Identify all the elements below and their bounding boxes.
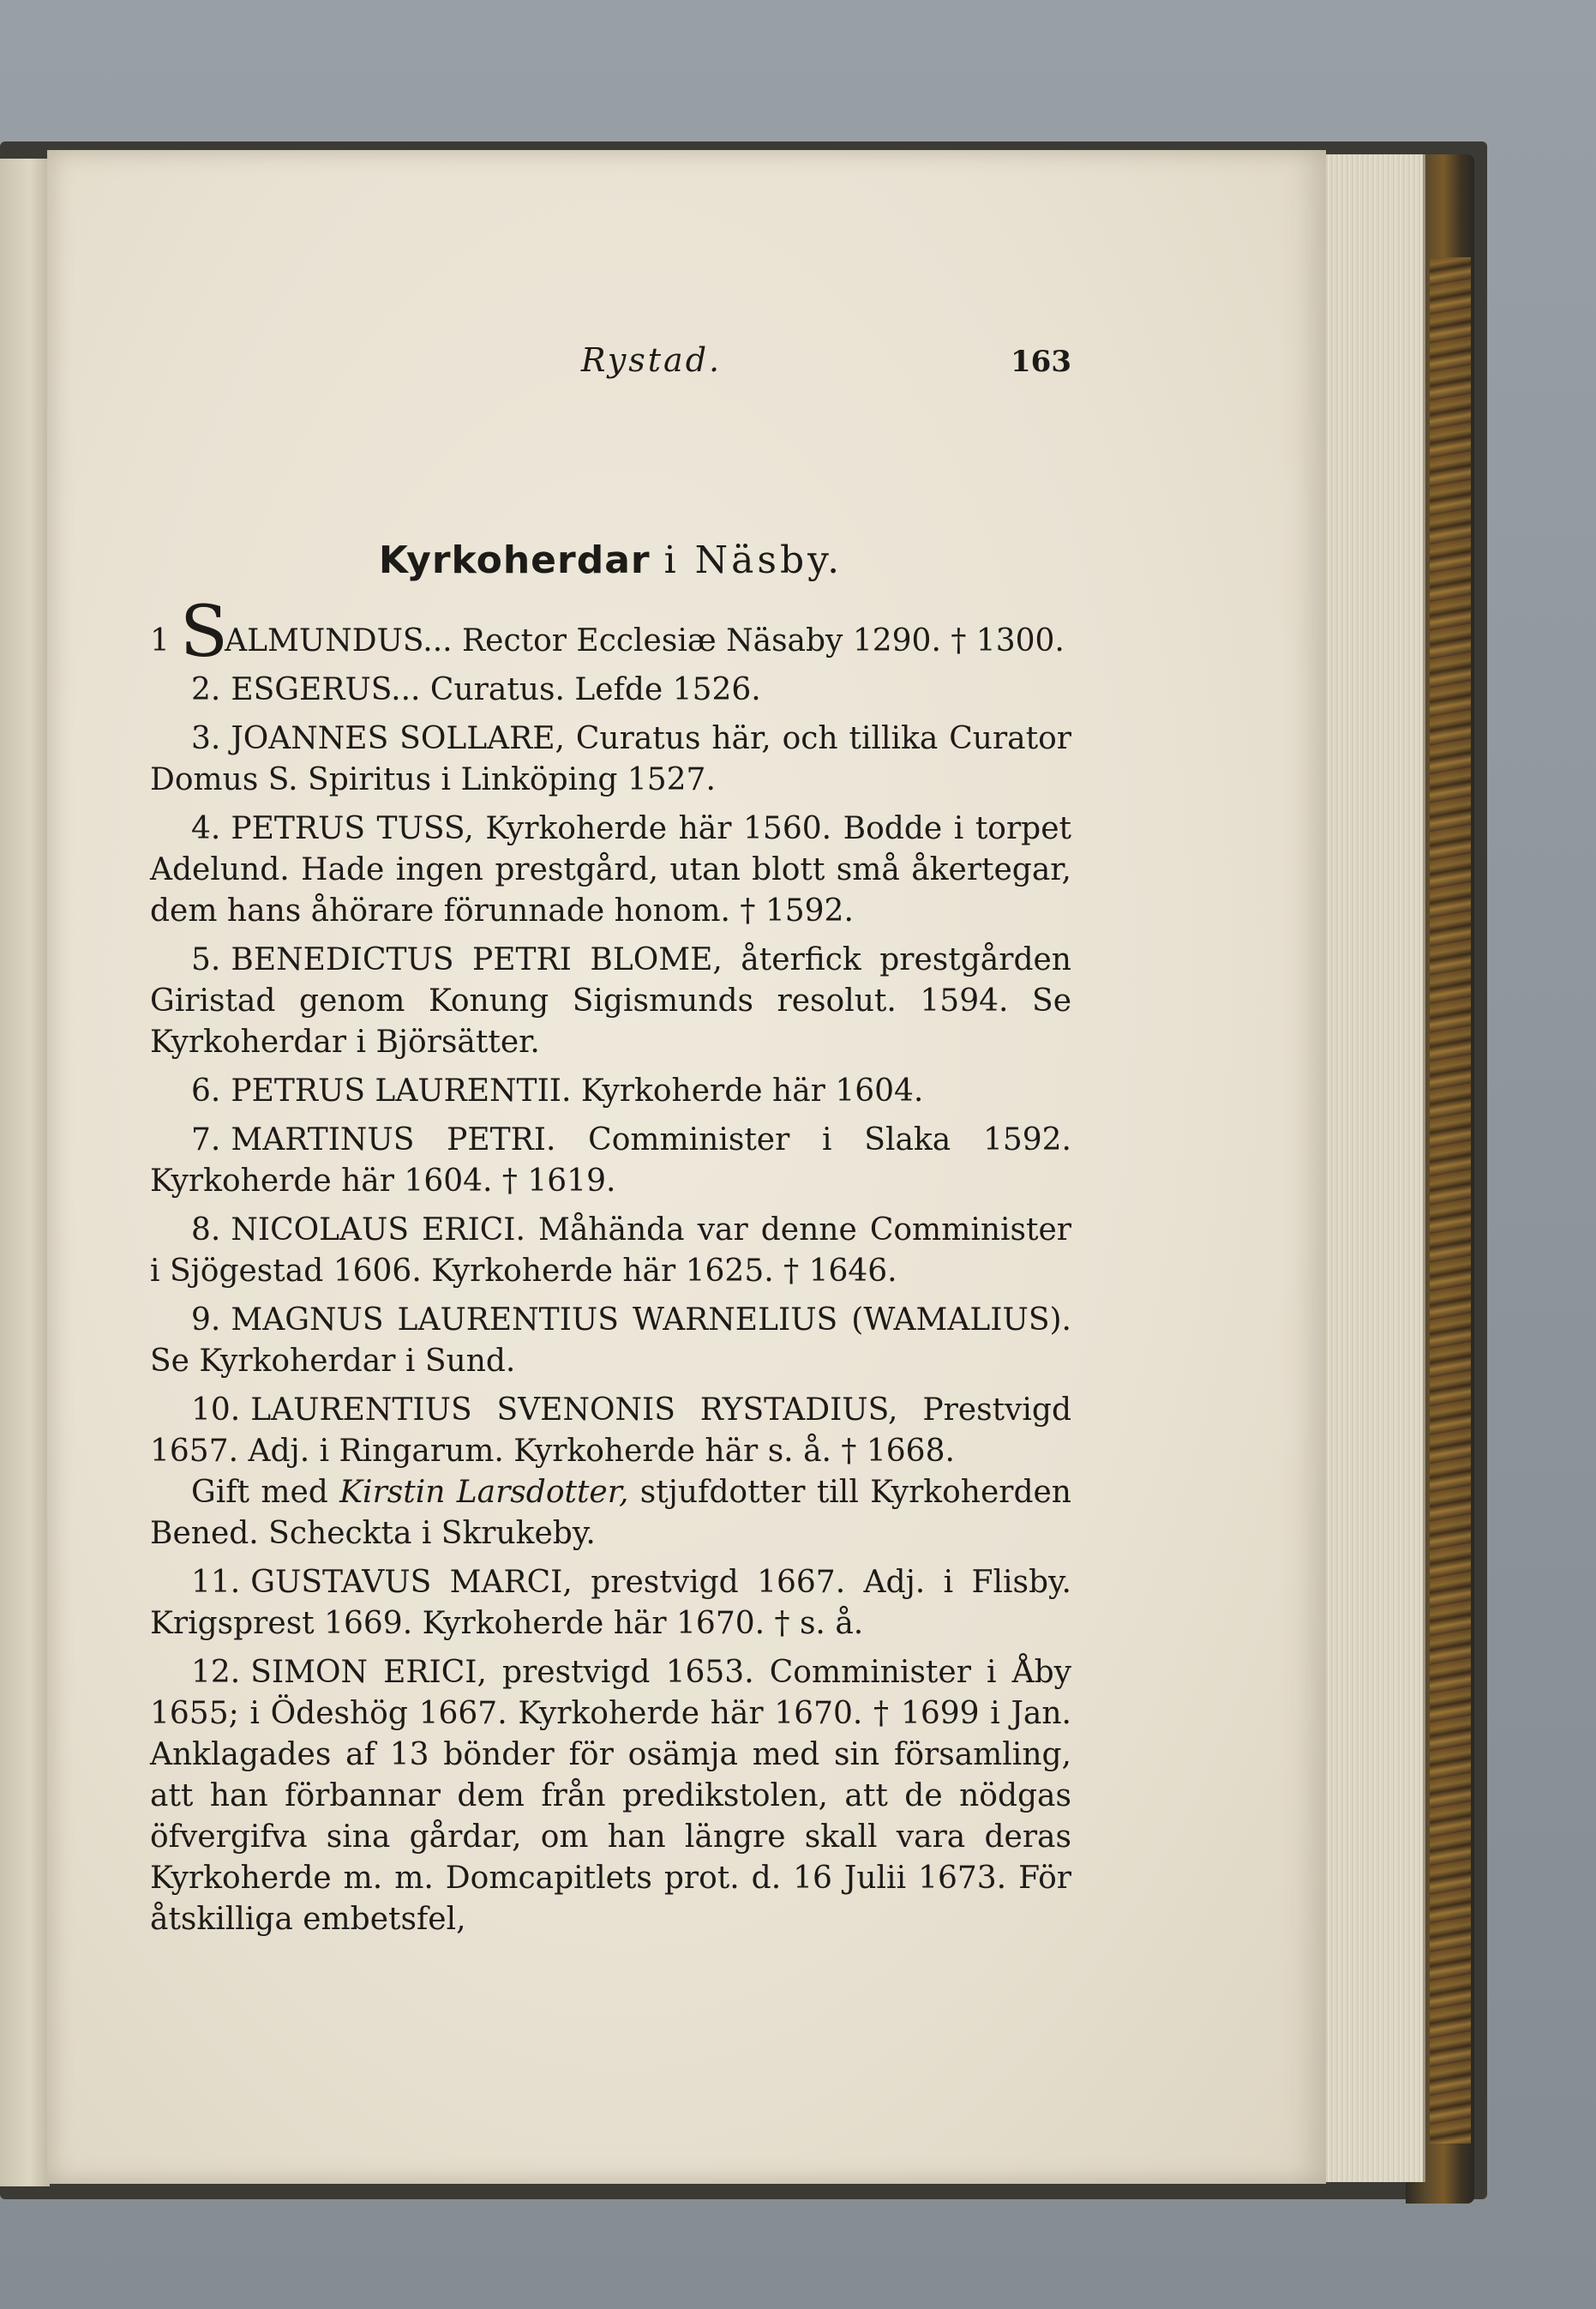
running-title: Rystad. xyxy=(580,341,723,379)
entry-number: 1 xyxy=(150,623,170,658)
entry-text: LAURENTIUS SVENONIS RYSTADIUS, Prestvigd 1657. Adj. i Ringarum. Kyrkoherde här s. å. † 1668. xyxy=(150,1392,1071,1469)
entry-text: SIMON ERICI, prestvigd 1653. Comminister i Åby 1655; i Ödeshög 1667. Kyrkoherde här 1670. † 1699 i Jan. Anklagades af 13 bönder för osämja med sin församling, att han förbannar dem från predikstolen, att de nödgas öfvergifva sina gårdar, om han längre skall vara deras Kyrkoherde m. m. Domcapitlets prot. d. 16 Julii 1673. För åtskilliga embetsfel, xyxy=(150,1655,1071,1937)
drop-cap: S xyxy=(179,592,229,673)
marbled-cover xyxy=(1430,257,1471,2144)
entry-number: 5. xyxy=(191,942,221,977)
gift-name: Kirstin Larsdotter, xyxy=(339,1475,629,1510)
entry xyxy=(150,1390,1071,1472)
entry xyxy=(150,809,1071,932)
entry xyxy=(150,1652,1071,1940)
entry-number: 9. xyxy=(191,1302,221,1338)
gift-prefix: Gift med xyxy=(191,1475,340,1510)
entry xyxy=(150,719,1071,801)
entry-text: ESGERUS... Curatus. Lefde 1526. xyxy=(231,672,761,707)
entry-text: ALMUNDUS... Rector Ecclesiæ Näsaby 1290. † 1300. xyxy=(225,623,1065,658)
entry-text: NICOLAUS ERICI. Måhända var denne Comminister i Sjögestad 1606. Kyrkoherde här 1625. † 1646. xyxy=(150,1212,1071,1289)
entry xyxy=(150,1120,1071,1202)
facing-page-edge xyxy=(0,159,50,2186)
entry xyxy=(150,940,1071,1063)
section-heading-place: i Näsby. xyxy=(663,538,843,582)
entry-number: 11. xyxy=(191,1565,241,1600)
entry-text: JOANNES SOLLARE, Curatus här, och tillika Curator Domus S. Spiritus i Linköping 1527. xyxy=(150,721,1071,797)
page-block-edges xyxy=(1320,154,1425,2182)
entry xyxy=(150,1071,1071,1112)
entry-number: 10. xyxy=(191,1392,241,1428)
entry xyxy=(150,670,1071,711)
entry-text: PETRUS LAURENTII. Kyrkoherde här 1604. xyxy=(231,1073,924,1109)
entry-number: 6. xyxy=(191,1073,221,1109)
entry xyxy=(150,1210,1071,1292)
entry xyxy=(150,592,1071,673)
entry-number: 12. xyxy=(191,1655,241,1690)
entry-text: MAGNUS LAURENTIUS WARNELIUS (WAMALIUS). Se Kyrkoherdar i Sund. xyxy=(150,1302,1071,1379)
gift-suffix: stjufdotter till Kyrkoherden Bened. Scheckta i Skrukeby. xyxy=(150,1475,1071,1551)
section-heading xyxy=(150,538,1071,582)
entry-number: 8. xyxy=(191,1212,221,1248)
entry-text: MARTINUS PETRI. Comminister i Slaka 1592. Kyrkoherde här 1604. † 1619. xyxy=(150,1122,1071,1199)
entry-list xyxy=(150,592,1071,1948)
entry-number: 3. xyxy=(191,721,221,756)
section-heading-word: Kyrkoherdar xyxy=(378,538,651,582)
page-header xyxy=(150,341,1071,393)
entry xyxy=(150,1562,1071,1645)
entry-text: GUSTAVUS MARCI, prestvigd 1667. Adj. i Flisby. Krigsprest 1669. Kyrkoherde här 1670. † s. å. xyxy=(150,1565,1071,1641)
entry-text: PETRUS TUSS, Kyrkoherde här 1560. Bodde i torpet Adelund. Hade ingen prestgård, utan blott små åkertegar, dem hans åhörare förunnade honom. † 1592. xyxy=(150,811,1071,929)
entry-number: 7. xyxy=(191,1122,221,1158)
entry-number: 4. xyxy=(191,811,221,846)
entry-text: BENEDICTUS PETRI BLOME, återfick prestgården Giristad genom Konung Sigismunds resolut. 1594. Se Kyrkoherdar i Björsätter. xyxy=(150,942,1071,1060)
page-number: 163 xyxy=(1011,345,1071,379)
entry xyxy=(150,1300,1071,1382)
entry-number: 2. xyxy=(191,672,221,707)
entry-continuation xyxy=(150,1472,1071,1554)
